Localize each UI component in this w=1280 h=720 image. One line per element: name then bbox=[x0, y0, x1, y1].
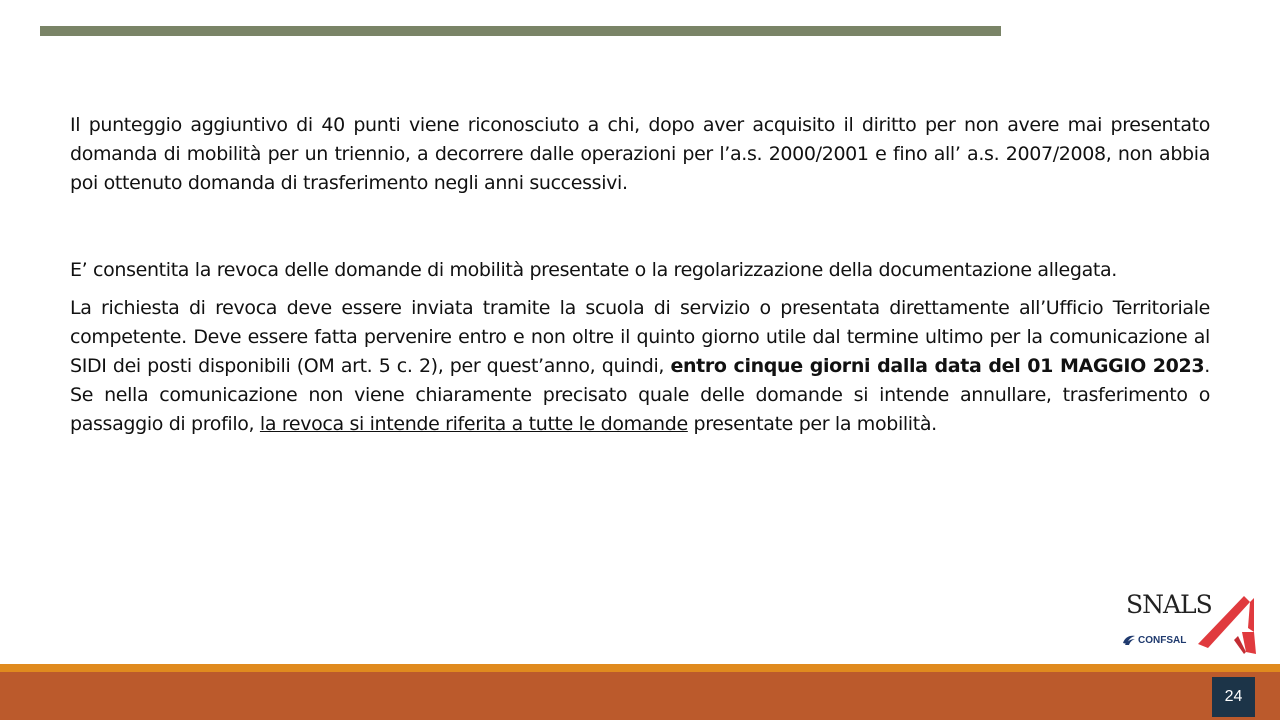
logo-subtitle: CONFSAL bbox=[1138, 635, 1187, 646]
footer-accent-stripe bbox=[0, 664, 1280, 672]
paragraph-richiesta-revoca bbox=[70, 294, 1210, 439]
confsal-emblem-icon bbox=[1122, 634, 1136, 646]
revoca-underlined-text: la revoca si intende riferita a tutte le domande bbox=[259, 413, 688, 435]
slide-body bbox=[70, 111, 1210, 439]
page-number: 24 bbox=[1224, 688, 1243, 705]
richiesta-text-2: . Se nella comunicazione non viene chiaramente precisato quale delle domande si intende annullare, trasferimento o passaggio di profilo, bbox=[70, 355, 1210, 435]
logo-red-arrow-icon bbox=[1198, 592, 1258, 656]
paragraph-spacer bbox=[70, 198, 1210, 256]
richiesta-text-1: La richiesta di revoca deve essere inviata tramite la scuola di servizio o presentata direttamente all’Ufficio Territoriale competente. Deve essere fatta pervenire entro e non oltre il quinto giorno utile dal termine ultimo per la comunicazione al SIDI dei posti disponibili (OM art. 5 c. 2), per quest’anno, quindi, bbox=[70, 297, 1210, 377]
snals-confsal-logo bbox=[1122, 588, 1258, 658]
top-divider-bar bbox=[40, 26, 1001, 36]
logo-wordmark: SNALS bbox=[1126, 590, 1212, 619]
paragraph-revoca-consentita: E’ consentita la revoca delle domande di mobilità presentate o la regolarizzazione della documentazione allegata. bbox=[70, 259, 1117, 281]
richiesta-text-3: presentate per la mobilità. bbox=[687, 413, 937, 435]
deadline-emphasis: entro cinque giorni dalla data del 01 MAGGIO 2023 bbox=[670, 355, 1205, 377]
paragraph-punteggio: Il punteggio aggiuntivo di 40 punti viene riconosciuto a chi, dopo aver acquisito il diritto per non avere mai presentato domanda di mobilità per un triennio, a decorrere dalle operazioni per l’a.s. 2000/2001 e fino all’ a.s. 2007/2008, non abbia poi ottenuto domanda di trasferimento negli anni successivi. bbox=[70, 114, 1210, 194]
page-number-badge bbox=[1212, 677, 1255, 717]
footer-bar bbox=[0, 672, 1280, 720]
